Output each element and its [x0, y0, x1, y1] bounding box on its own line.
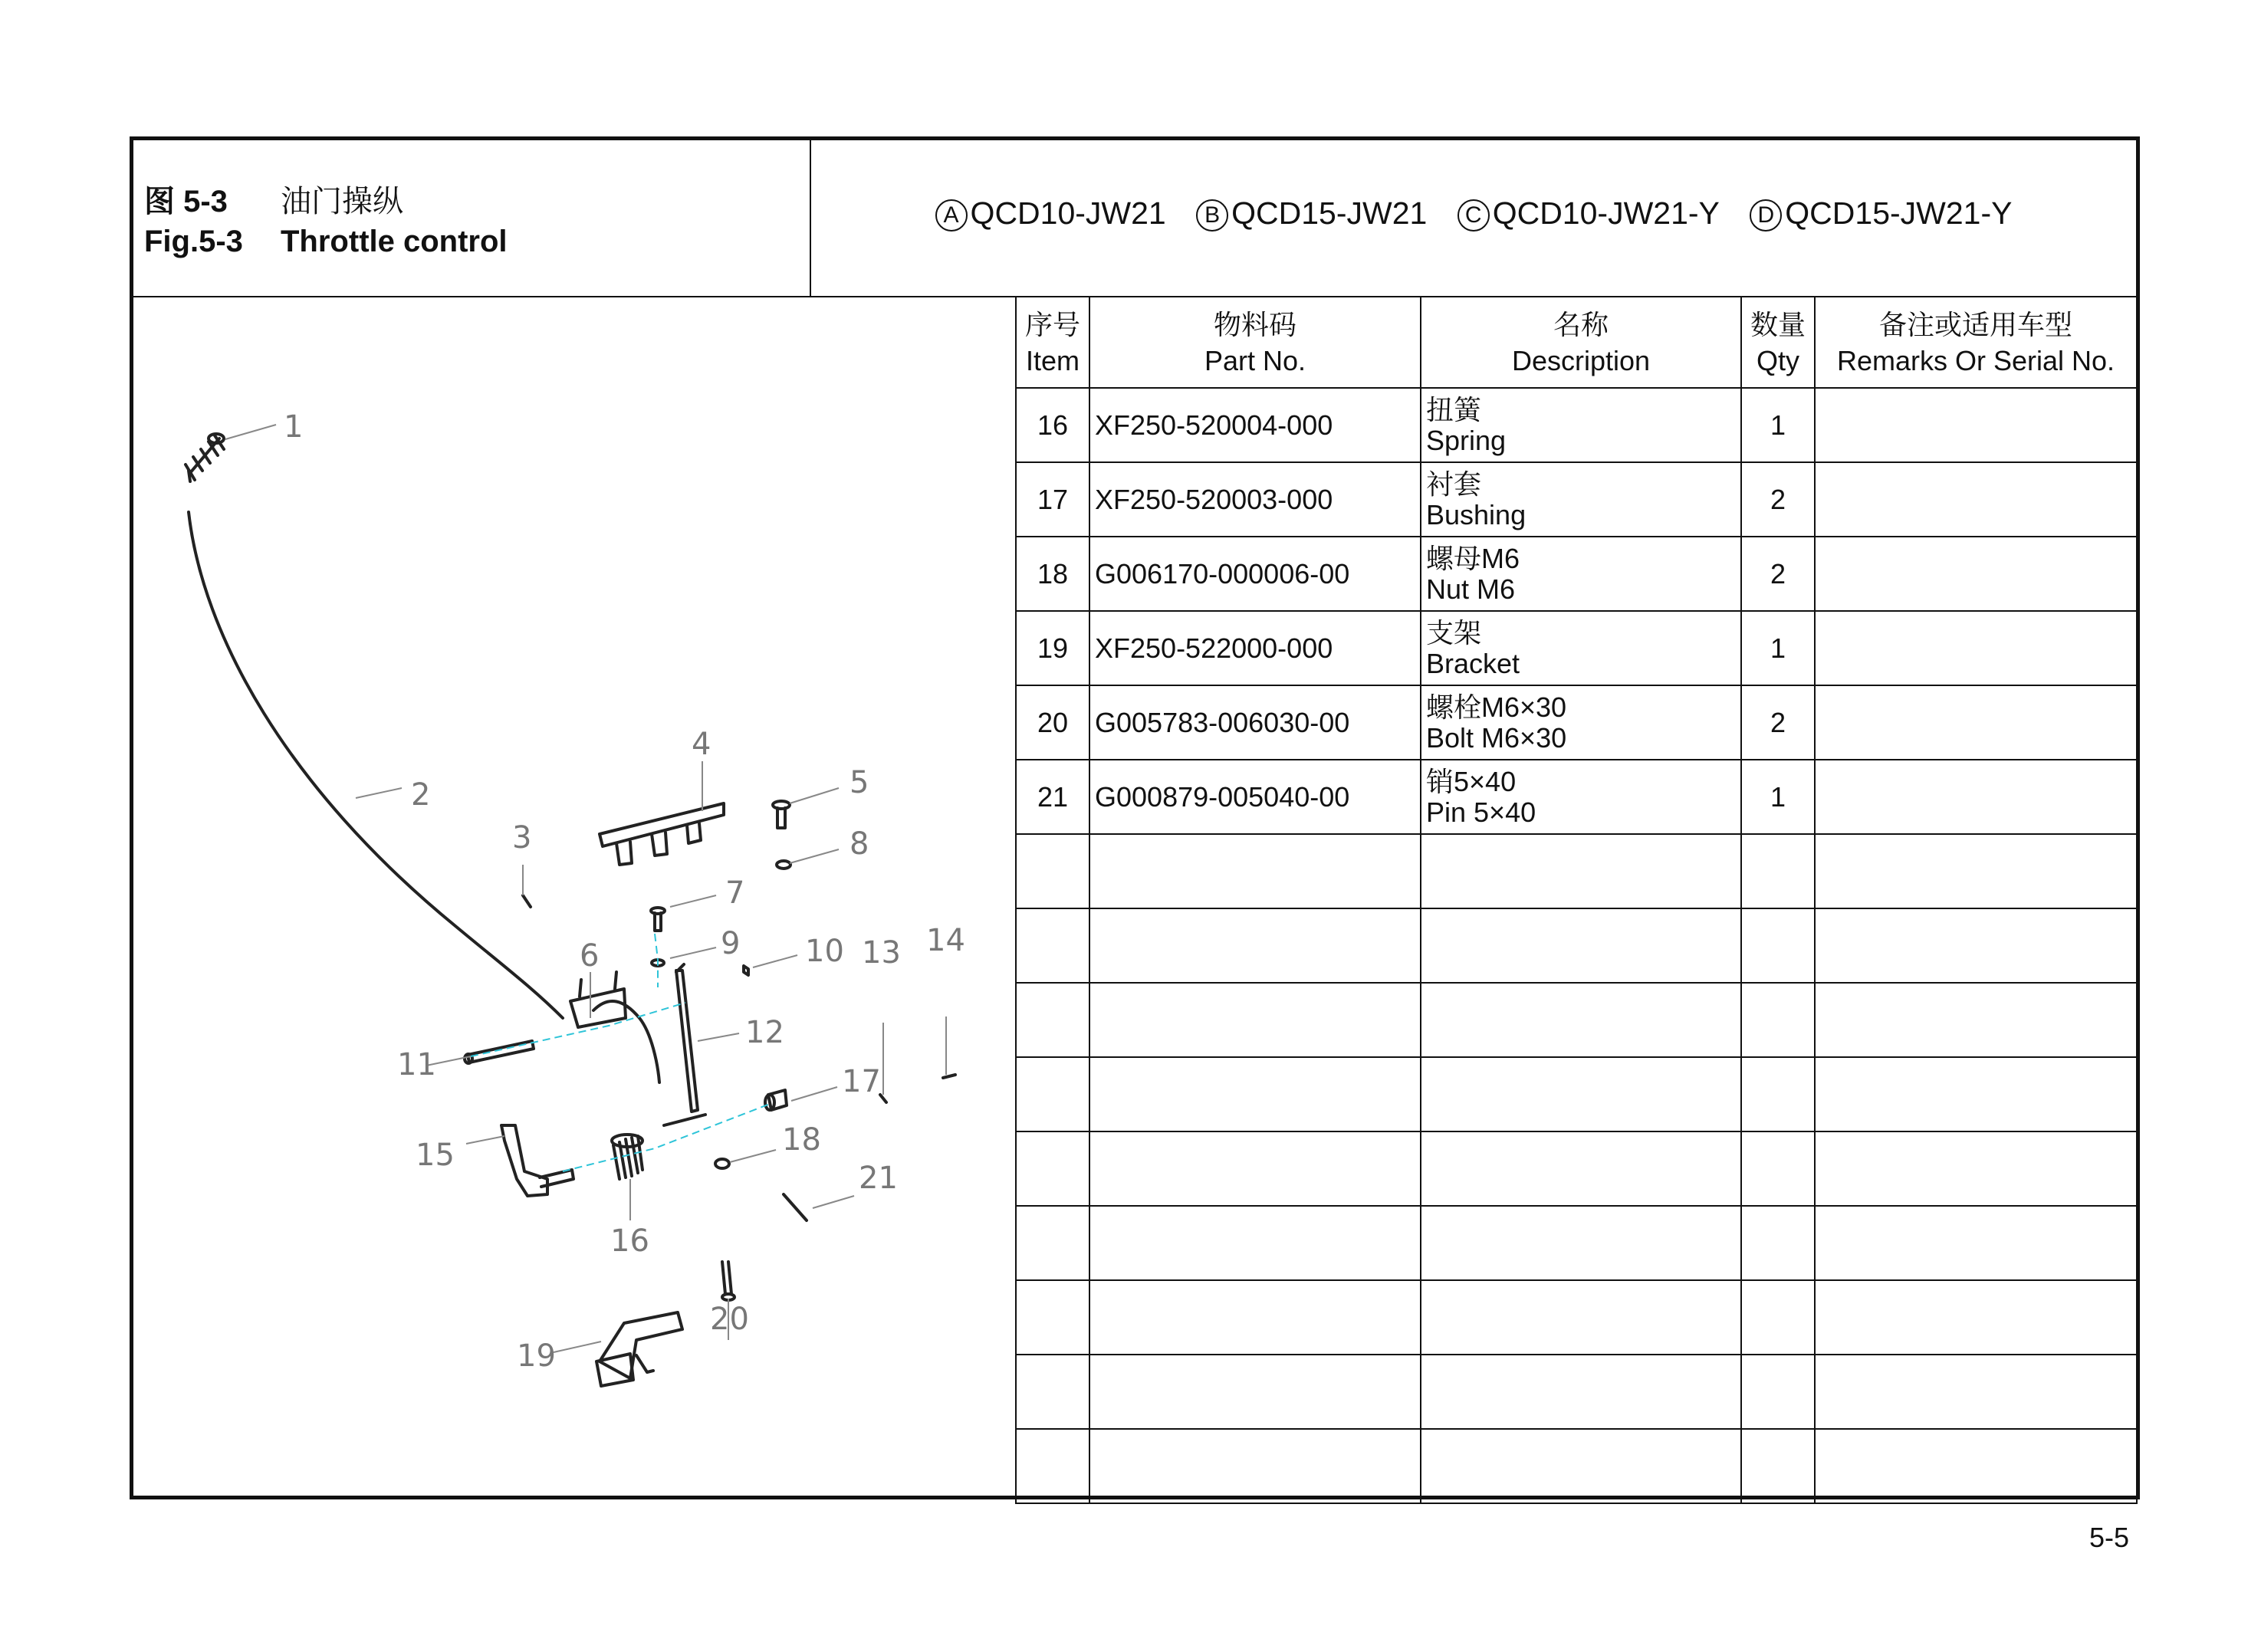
part-16-torsion-spring-drawing [612, 1135, 642, 1179]
cell-part-no [1089, 1206, 1421, 1280]
leader-line [791, 1087, 837, 1101]
cell-qty [1741, 1355, 1815, 1429]
cell-description: 衬套 Bushing [1421, 462, 1741, 537]
cell-remarks [1815, 685, 2137, 760]
cell-item [1016, 1429, 1089, 1503]
cell-description: 螺栓M6×30 Bolt M6×30 [1421, 685, 1741, 760]
part-2-throttle-cable-drawing [189, 512, 563, 1018]
exploded-parts-diagram [133, 297, 1015, 1496]
part-20-bolt-drawing [722, 1262, 734, 1300]
part-7-bolt-drawing [651, 908, 665, 931]
table-row [1016, 1280, 2137, 1355]
cell-remarks [1815, 983, 2137, 1057]
page-frame [130, 136, 2140, 1499]
table-row [1016, 760, 2137, 834]
cell-description: 螺母M6 Nut M6 [1421, 537, 1741, 611]
table-row [1016, 1355, 2137, 1429]
part-8-washer-drawing [777, 861, 790, 869]
cell-part-no [1089, 1131, 1421, 1206]
part-3-pin-drawing [523, 895, 531, 907]
cell-description [1421, 1429, 1741, 1503]
cell-qty [1741, 1429, 1815, 1503]
callout-14: 14 [926, 923, 965, 958]
column-header-remarks: 备注或适用车型 Remarks Or Serial No. [1815, 297, 2137, 388]
cell-description: 支架 Bracket [1421, 611, 1741, 685]
callout-13: 13 [862, 935, 901, 971]
cell-part-no: XF250-520004-000 [1089, 388, 1421, 462]
callout-8: 8 [850, 826, 869, 862]
cell-description [1421, 1057, 1741, 1131]
table-row [1016, 1057, 2137, 1131]
cell-description: 销5×40 Pin 5×40 [1421, 760, 1741, 834]
cell-part-no [1089, 834, 1421, 908]
cell-qty [1741, 1131, 1815, 1206]
cell-remarks [1815, 611, 2137, 685]
leader-line [554, 1342, 601, 1352]
leader-line [466, 1136, 504, 1144]
parts-table [1015, 297, 2138, 1504]
cell-qty [1741, 834, 1815, 908]
part-18-nut-drawing [715, 1159, 729, 1168]
table-row [1016, 1429, 2137, 1503]
circled-letter-c: C [1457, 199, 1490, 232]
figure-title-text-en: Throttle control [281, 225, 508, 258]
cell-part-no [1089, 1429, 1421, 1503]
column-header-description: 名称 Description [1421, 297, 1741, 388]
cell-qty: 1 [1741, 611, 1815, 685]
leader-line [790, 788, 839, 803]
part-12-pedal-lever-drawing [664, 964, 705, 1125]
part-6-lever-bracket-drawing [570, 972, 659, 1082]
model-applicability-block [811, 140, 2136, 297]
callout-10: 10 [805, 934, 844, 969]
cell-remarks [1815, 462, 2137, 537]
cell-qty [1741, 1057, 1815, 1131]
table-header-row [1016, 297, 2137, 388]
cell-qty: 2 [1741, 537, 1815, 611]
cell-remarks [1815, 1057, 2137, 1131]
cell-item [1016, 1355, 1089, 1429]
cell-remarks [1815, 1429, 2137, 1503]
cell-part-no [1089, 1355, 1421, 1429]
callout-6: 6 [580, 938, 600, 974]
model-a: A QCD10-JW21 [935, 195, 1166, 232]
cell-item: 18 [1016, 537, 1089, 611]
cell-description: 扭簧 Spring [1421, 388, 1741, 462]
leader-line [698, 1033, 739, 1041]
model-c: C QCD10-JW21-Y [1457, 195, 1720, 232]
table-row [1016, 611, 2137, 685]
cell-qty [1741, 1206, 1815, 1280]
cell-qty [1741, 1280, 1815, 1355]
part-15-arm-drawing [501, 1125, 573, 1196]
cell-qty: 1 [1741, 388, 1815, 462]
cell-item [1016, 1131, 1089, 1206]
figure-number-cn: 图 5-3 [144, 185, 228, 218]
table-row [1016, 537, 2137, 611]
cell-item: 16 [1016, 388, 1089, 462]
table-row [1016, 834, 2137, 908]
callout-1: 1 [284, 409, 304, 445]
model-list [811, 195, 2136, 232]
part-5-bolt-drawing [773, 801, 790, 828]
callout-3: 3 [512, 820, 532, 856]
callout-15: 15 [416, 1138, 455, 1173]
leader-line [790, 849, 839, 863]
cell-item [1016, 834, 1089, 908]
cell-remarks [1815, 388, 2137, 462]
part-10-nut-drawing [744, 966, 748, 975]
callout-9: 9 [721, 926, 741, 961]
cell-part-no [1089, 1057, 1421, 1131]
cell-description [1421, 1206, 1741, 1280]
callout-18: 18 [782, 1122, 821, 1158]
cell-item [1016, 1280, 1089, 1355]
cell-remarks [1815, 1131, 2137, 1206]
callout-19: 19 [517, 1338, 556, 1374]
figure-number-en: Fig.5-3 [144, 225, 243, 258]
cell-qty [1741, 983, 1815, 1057]
table-row [1016, 1131, 2137, 1206]
part-4-pedal-plate-drawing [600, 803, 724, 865]
cell-part-no [1089, 908, 1421, 983]
cell-item [1016, 908, 1089, 983]
part-14-pin-drawing [943, 1075, 955, 1078]
cell-description [1421, 908, 1741, 983]
callout-20: 20 [710, 1302, 749, 1337]
callout-2: 2 [411, 777, 431, 813]
part-17-bushing-drawing [765, 1090, 787, 1110]
callout-7: 7 [725, 875, 745, 911]
callout-17: 17 [842, 1064, 881, 1099]
cell-description [1421, 834, 1741, 908]
cell-item: 21 [1016, 760, 1089, 834]
leader-line [753, 955, 797, 967]
callout-12: 12 [745, 1015, 784, 1050]
figure-title-cn [144, 177, 403, 221]
callout-16: 16 [610, 1223, 649, 1259]
cell-remarks [1815, 1280, 2137, 1355]
cell-item [1016, 1206, 1089, 1280]
circled-letter-a: A [935, 199, 968, 232]
cell-part-no: G005783-006030-00 [1089, 685, 1421, 760]
cell-remarks [1815, 908, 2137, 983]
table-row [1016, 1206, 2137, 1280]
cell-part-no: XF250-522000-000 [1089, 611, 1421, 685]
figure-title-en [144, 225, 508, 259]
cell-part-no: XF250-520003-000 [1089, 462, 1421, 537]
cell-part-no: G006170-000006-00 [1089, 537, 1421, 611]
cell-description [1421, 1280, 1741, 1355]
cell-item: 20 [1016, 685, 1089, 760]
cell-remarks [1815, 834, 2137, 908]
cell-item [1016, 983, 1089, 1057]
figure-title-text-cn: 油门操纵 [281, 185, 403, 218]
callout-4: 4 [692, 727, 711, 762]
leader-line [670, 948, 716, 958]
leader-line [670, 895, 716, 907]
assembly-axis-line [563, 1104, 770, 1171]
cell-remarks [1815, 537, 2137, 611]
callout-21: 21 [859, 1161, 898, 1196]
cell-item: 17 [1016, 462, 1089, 537]
table-row [1016, 388, 2137, 462]
model-d: D QCD15-JW21-Y [1750, 195, 2012, 232]
cell-description [1421, 983, 1741, 1057]
model-b: B QCD15-JW21 [1196, 195, 1427, 232]
cell-part-no: G000879-005040-00 [1089, 760, 1421, 834]
cell-part-no [1089, 983, 1421, 1057]
table-row [1016, 983, 2137, 1057]
cell-item: 19 [1016, 611, 1089, 685]
cell-description [1421, 1355, 1741, 1429]
table-row [1016, 685, 2137, 760]
column-header-item: 序号 Item [1016, 297, 1089, 388]
cell-description [1421, 1131, 1741, 1206]
leader-line [225, 425, 276, 439]
part-21-pin-drawing [784, 1194, 807, 1220]
circled-letter-d: D [1750, 199, 1782, 232]
cell-remarks [1815, 1355, 2137, 1429]
cell-remarks [1815, 1206, 2137, 1280]
leader-line [730, 1150, 776, 1162]
column-header-qty: 数量 Qty [1741, 297, 1815, 388]
leader-line [813, 1196, 854, 1208]
callout-5: 5 [850, 765, 869, 800]
cell-remarks [1815, 760, 2137, 834]
column-header-part-no: 物料码 Part No. [1089, 297, 1421, 388]
part-1-spring-drawing [186, 434, 224, 481]
cell-qty [1741, 908, 1815, 983]
figure-title-block [133, 140, 811, 297]
cell-qty: 1 [1741, 760, 1815, 834]
page-number: 5-5 [2089, 1522, 2130, 1553]
part-13-pin-drawing [880, 1095, 886, 1102]
leader-line [356, 788, 402, 798]
part-19-bracket-drawing [596, 1312, 682, 1386]
cell-part-no [1089, 1280, 1421, 1355]
table-row [1016, 908, 2137, 983]
cell-qty: 2 [1741, 685, 1815, 760]
circled-letter-b: B [1196, 199, 1228, 232]
cell-qty: 2 [1741, 462, 1815, 537]
callout-11: 11 [397, 1047, 436, 1082]
table-row [1016, 462, 2137, 537]
cell-item [1016, 1057, 1089, 1131]
